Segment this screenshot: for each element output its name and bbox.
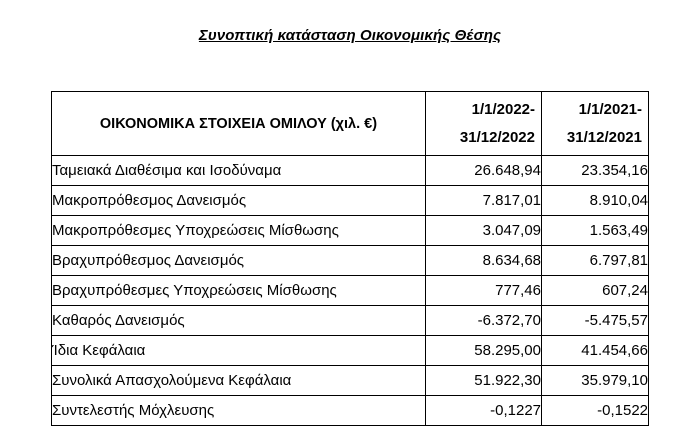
value-2021: 35.979,10 <box>542 366 649 396</box>
document-title: Συνοπτική κατάσταση Οικονομικής Θέσης <box>198 27 502 44</box>
value-2021: 41.454,66 <box>542 336 649 366</box>
value-2022: 51.922,30 <box>426 366 542 396</box>
header-year-2021-line2: 31/12/2021 <box>566 128 642 146</box>
table-row <box>52 306 649 336</box>
row-label: Ίδια Κεφάλαια <box>52 336 426 366</box>
table-row <box>52 246 649 276</box>
row-label: Καθαρός Δανεισμός <box>52 306 426 336</box>
value-2021: 1.563,49 <box>542 216 649 246</box>
table-row <box>52 216 649 246</box>
table-row <box>52 156 649 186</box>
value-2021: -5.475,57 <box>542 306 649 336</box>
row-label: Βραχυπρόθεσμες Υποχρεώσεις Μίσθωσης <box>52 276 426 306</box>
value-2022: 777,46 <box>426 276 542 306</box>
value-2021: 23.354,16 <box>542 156 649 186</box>
header-year-2021-line1: 1/1/2021- <box>578 100 642 118</box>
row-label: Βραχυπρόθεσμος Δανεισμός <box>52 246 426 276</box>
header-label: ΟΙΚΟΝΟΜΙΚΑ ΣΤΟΙΧΕΙΑ ΟΜΙΛΟΥ (χιλ. €) <box>52 92 426 156</box>
value-2022: -6.372,70 <box>426 306 542 336</box>
value-2022: 7.817,01 <box>426 186 542 216</box>
value-2022: 3.047,09 <box>426 216 542 246</box>
row-label: Συντελεστής Μόχλευσης <box>52 396 426 426</box>
value-2021: 6.797,81 <box>542 246 649 276</box>
header-year-2021 <box>542 92 649 156</box>
financial-table <box>51 91 649 426</box>
value-2022: 58.295,00 <box>426 336 542 366</box>
row-label: Συνολικά Απασχολούμενα Κεφάλαια <box>52 366 426 396</box>
row-label: Μακροπρόθεσμες Υποχρεώσεις Μίσθωσης <box>52 216 426 246</box>
header-year-2022-line1: 1/1/2022- <box>471 100 535 118</box>
value-2021: 607,24 <box>542 276 649 306</box>
table-row <box>52 366 649 396</box>
table-row <box>52 336 649 366</box>
table-row <box>52 186 649 216</box>
value-2021: -0,1522 <box>542 396 649 426</box>
row-label: Μακροπρόθεσμος Δανεισμός <box>52 186 426 216</box>
value-2022: 26.648,94 <box>426 156 542 186</box>
value-2022: 8.634,68 <box>426 246 542 276</box>
value-2021: 8.910,04 <box>542 186 649 216</box>
row-label: Ταμειακά Διαθέσιμα και Ισοδύναμα <box>52 156 426 186</box>
header-year-2022 <box>426 92 542 156</box>
table-row <box>52 396 649 426</box>
table-header-row <box>52 92 649 156</box>
header-year-2022-line2: 31/12/2022 <box>459 128 535 146</box>
value-2022: -0,1227 <box>426 396 542 426</box>
table-row <box>52 276 649 306</box>
